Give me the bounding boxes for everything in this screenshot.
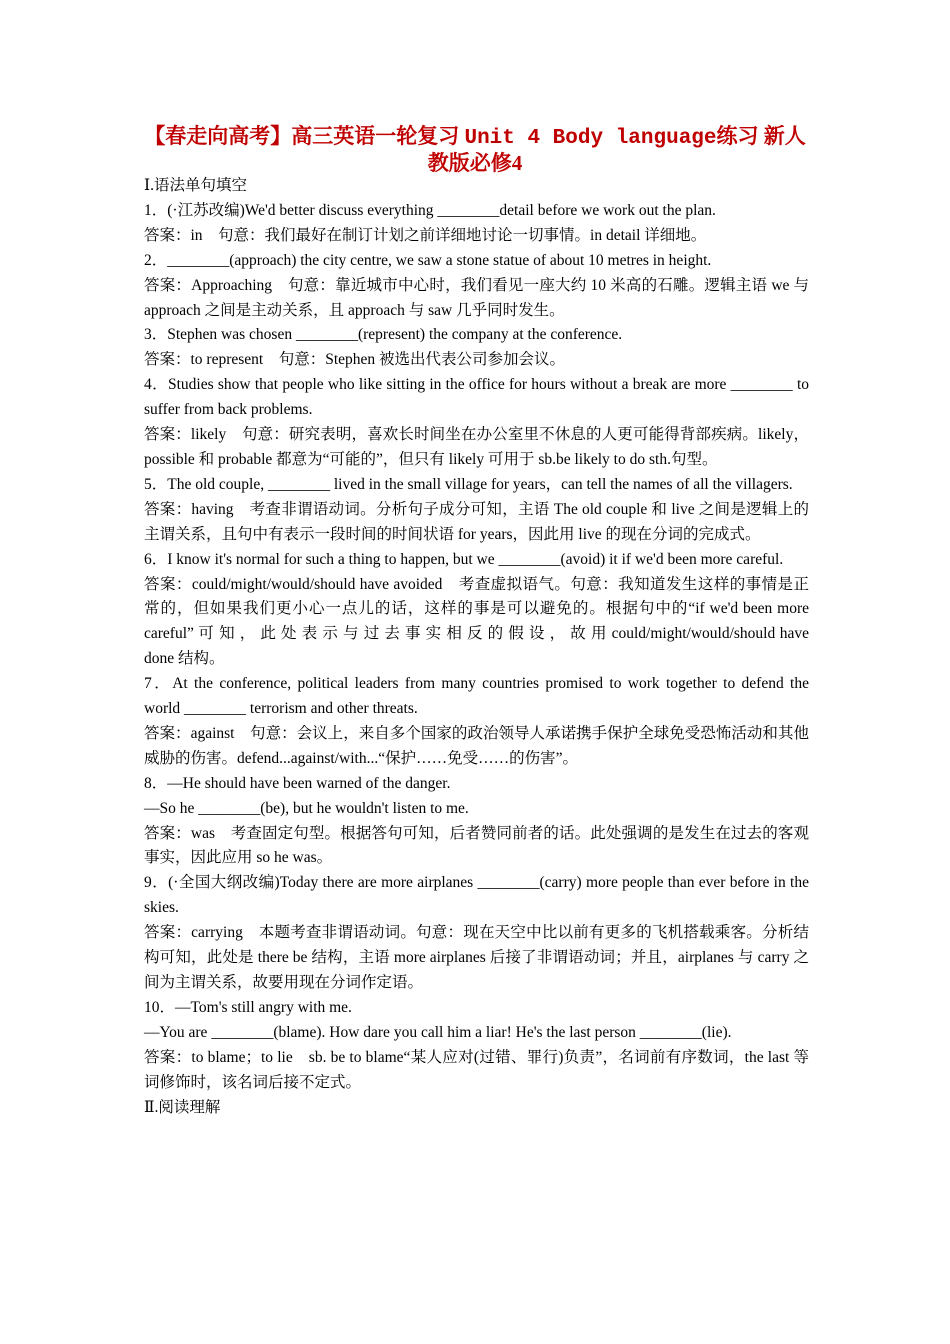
question-5: 5．The old couple, ________ lived in the small village for years，can tell the names of all the villagers. xyxy=(144,475,793,493)
title-suffix: 练习 新人教版必修4 xyxy=(427,124,806,175)
question-8-line-1: 8．—He should have been warned of the danger. xyxy=(144,774,451,792)
answer-10: 答案：to blame；to lie sb. be to blame“某人应对(过错、罪行)负责”，名词前有序数词，the last 等词修饰时，该名词后接不定式。 xyxy=(144,1048,809,1091)
answer-3: 答案：to represent 句意：Stephen 被选出代表公司参加会议。 xyxy=(144,351,566,369)
question-10-line-2: —You are ________(blame). How dare you call him a liar! He's the last person ________(lie). xyxy=(144,1023,732,1041)
section-heading-grammar: Ⅰ.语法单句填空 xyxy=(144,177,247,194)
answer-7: 答案：against 句意：会议上，来自多个国家的政治领导人承诺携手保护全球免受恐怖活动和其他威胁的伤害。defend...against/with...“保护……免受……的伤害”。 xyxy=(144,724,809,767)
answer-2: 答案：Approaching 句意：靠近城市中心时，我们看见一座大约 10 米高的石雕。逻辑主语 we 与 approach 之间是主动关系，且 approach 与 saw 几乎同时发生。 xyxy=(144,276,809,319)
question-1: 1．(·江苏改编)We'd better discuss everything ________detail before we work out the plan. xyxy=(144,201,716,219)
question-4: 4．Studies show that people who like sitting in the office for hours without a break are more ________ to suffer from back problems. xyxy=(144,376,809,419)
question-8-line-2: —So he ________(be), but he wouldn't listen to me. xyxy=(144,799,469,817)
answer-4: 答案：likely 句意：研究表明，喜欢长时间坐在办公室里不休息的人更可能得背部疾病。likely，possible 和 probable 都意为“可能的”，但只有 likely 可用于 sb.be likely to do sth.句型。 xyxy=(144,426,809,468)
answer-1: 答案：in 句意：我们最好在制订计划之前详细地讨论一切事情。in detail 详细地。 xyxy=(144,226,707,244)
title-prefix: 【春走向高考】高三英语一轮复习 xyxy=(144,124,465,148)
page-title xyxy=(140,124,810,176)
answer-8: 答案：was 考查固定句型。根据答句可知，后者赞同前者的话。此处强调的是发生在过去的客观事实，因此应用 so he was。 xyxy=(144,824,809,867)
answer-9: 答案：carrying 本题考查非谓语动词。句意：现在天空中比以前有更多的飞机搭载乘客。分析结构可知，此处是 there be 结构，主语 more airplanes 后接了非谓语动词；并且，airplanes 与 carry 之间为主谓关系，故要用现在分词作定语。 xyxy=(144,924,809,991)
question-10-line-1: 10．—Tom's still angry with me. xyxy=(144,998,352,1016)
question-6: 6．I know it's normal for such a thing to happen, but we ________(avoid) it if we'd been more careful. xyxy=(144,550,784,568)
answer-5: 答案：having 考查非谓语动词。分析句子成分可知，主语 The old couple 和 live 之间是逻辑上的主谓关系，且句中有表示一段时间的时间状语 for years，因此用 live 的现在分词的完成式。 xyxy=(144,500,809,543)
question-2: 2．________(approach) the city centre, we saw a stone statue of about 10 metres in height. xyxy=(144,251,712,269)
section-heading-reading: Ⅱ.阅读理解 xyxy=(144,1098,221,1116)
answer-6: 答案：could/might/would/should have avoided 考查虚拟语气。句意：我知道发生这样的事情是正常的，但如果我们更小心一点儿的话，这样的事是可以避免的。根据句中的“if we'd been more careful” 可 知 ， 此 处 表 示 与 过 去 事 实 相 反 的 假 设 ， 故 用 could/might/would/should have done 结构。 xyxy=(144,575,809,668)
title-unit: Unit 4 Body language xyxy=(464,127,717,150)
question-9: 9．(·全国大纲改编)Today there are more airplanes ________(carry) more people than ever before in the skies. xyxy=(144,874,809,917)
document-body xyxy=(144,174,809,1120)
question-3: 3．Stephen was chosen ________(represent) the company at the conference. xyxy=(144,326,623,344)
question-7: 7．At the conference, political leaders from many countries promised to work together to defend the world ________ terrorism and other threats. xyxy=(144,675,809,718)
